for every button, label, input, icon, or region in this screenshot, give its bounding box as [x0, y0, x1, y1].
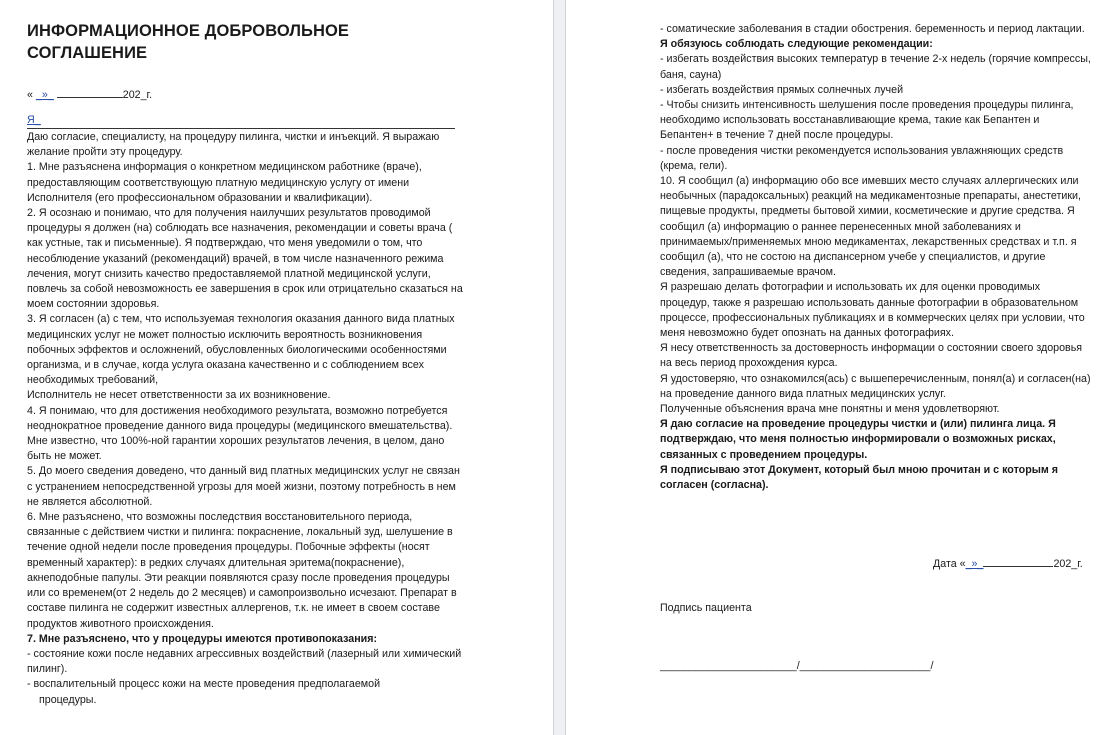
clause-3-continued: Исполнитель не несет ответственности за их возникновение. — [27, 389, 331, 402]
clause-2: 2. Я осознаю и понимаю, что для получения наилучших результатов проводимой процедуры я должен (на) соблюдать все назначения, рекомендации и советы врача ( как устные, так и письменные). Я подтверждаю, что меня уведомили о том, что несоблюдение указаний (рекомендаций) врачей, в том числе назначенного режима лечения, могут снизить качество предоставляемой платной медицинской услуги, повлечь за собой невозможность ее завершения в срок или отрицательно сказаться на моем состоянии здоровья. — [27, 207, 463, 311]
clause-4: 4. Я понимаю, что для достижения необходимого результата, возможно потребуется неоднократное проведение данного вида процедуры (медицинского вмешательства). Мне известно, что 100%-ной гарантии хороших результатов лечения, в целом, дано быть не может. — [27, 404, 453, 463]
clause-7-heading: 7. Мне разъяснено, что у процедуры имеются противопоказания: — [27, 632, 378, 645]
date-year: 202_г. — [122, 89, 153, 101]
signing-statement: Я подписываю этот Документ, который был мною прочитан и с которым я согласен (согласна). — [660, 463, 1058, 492]
photo-consent: Я разрешаю делать фотографии и использовать их для оценки проводимых процедур, также я разрешаю использовать данные фотографии в образовательном процессе, профессиональных публикациях и в коммерческих целях при условии, что меня невозможно будет опознать на данных фотографиях. — [660, 281, 1085, 340]
contraindication-item: - воспалительный процесс кожи на месте проведения предполагаемой — [27, 678, 381, 691]
clause-3: 3. Я согласен (а) с тем, что используемая технология оказания данного вида платных медицинских услуг не может полностью исключить вероятность возникновения побочных эффектов и осложнений, обусловленных биологическими особенностями организма, и в случае, когда услуга оказана качественно и с соблюдением всех необходимых требований, — [27, 313, 455, 387]
acknowledgement-statement: Я удостоверяю, что ознакомился(ась) с вышеперечисленным, понял(а) и согласен(на) на проведение данного вида платных медицинских услуг. — [660, 372, 1091, 400]
date-line — [27, 86, 463, 101]
recommendation-item: - избегать воздействия прямых солнечных лучей — [660, 83, 904, 96]
contraindication-item: - состояние кожи после недавних агрессивных воздействий (лазерный или химический — [27, 647, 462, 660]
page-2 — [566, 0, 1110, 735]
signature-field[interactable]: _______________________/______________________/ — [660, 660, 934, 672]
patient-name-prefix: Я_ — [27, 114, 41, 126]
recommendation-item: - после проведения чистки рекомендуется использования увлажняющих средств (крема, гели). — [660, 144, 1064, 172]
contraindication-continued: - соматические заболевания в стадии обострения. беременность и период лактации. — [660, 23, 1085, 35]
clause-5: 5. До моего сведения доведено, что данный вид платных медицинских услуг не связан с устранением непосредственной угрозы для моей жизни, поэтому потребность в нем не является абсолютной. — [27, 465, 460, 508]
page-gutter — [553, 0, 566, 735]
signature-date-label: Дата « — [933, 558, 966, 570]
contraindication-item: процедуры. — [39, 693, 97, 706]
final-consent: Я даю согласие на проведение процедуры чистки и (или) пилинга лица. Я подтверждаю, что меня полностью информировали о возможных рисках, связанных с проведением процедуры. — [660, 418, 1056, 461]
patient-name-line[interactable] — [27, 113, 455, 129]
contraindication-item: пилинг). — [27, 663, 68, 676]
signature-date-day-field[interactable]: _»_ — [965, 558, 984, 570]
clause-6: 6. Мне разъяснено, что возможны последствия восстановительного периода, связанные с действием чистки и пилинга: покраснение, локальный зуд, шелушение в течение одной недели после проведения процедуры. Побочные эффекты (носят временный характер): в редких случаях длительная эритема(покраснение), акнеподобные папулы. Эти реакции появляются сразу после проведения процедуры или со временем(от 2 недель до 2 месяцев) и самопроизвольно исчезают. Препарат в составе пилинга не содержит известных аллергенов, т.к. не имеет в своем составе продуктов животного происхождения. — [27, 511, 457, 630]
satisfaction-statement: Полученные объяснения врача мне понятны и меня удовлетворяют. — [660, 403, 1000, 416]
clause-1: 1. Мне разъяснена информация о конкретном медицинском работнике (враче), предоставляющим соответствующую платную медицинскую услугу от имени Исполнителя (его профессиональном образовании и квалификации). — [27, 161, 422, 204]
document-title: ИНФОРМАЦИОННОЕ ДОБРОВОЛЬНОЕ СОГЛАШЕНИЕ — [27, 22, 350, 62]
responsibility-statement: Я несу ответственность за достоверность информации о состоянии своего здоровья на весь период прохождения курса. — [660, 342, 1083, 370]
signature-date-year: 202_г. — [1053, 558, 1083, 570]
consent-intro: Даю согласие, специалисту, на процедуру пилинга, чистки и инъекций. Я выражаю желание пройти эту процедуру. — [27, 131, 440, 159]
date-day-field[interactable]: _»_ — [35, 89, 54, 101]
page-1-content — [27, 20, 463, 708]
recommendations-heading: Я обязуюсь соблюдать следующие рекомендации: — [660, 38, 933, 51]
page-2-content — [660, 22, 1092, 493]
date-open-quote: « — [27, 89, 33, 101]
signature-date-line — [933, 555, 1083, 570]
clause-10: 10. Я сообщил (а) информацию обо все имевших место случаях аллергических или необычных (парадоксальных) реакций на медикаментозные препараты, анестетики, пищевые продукты, предметы бытовой химии, косметические и другие средства. Я сообщил (а) информацию о раннее перенесенных мной заболеваниях и принимаемых/применяемых мною медикаментах, лекарственных средствах и т.п. я сообщил (а), что не состою на диспансерном учебе у специалистов, и другие сведения, запрашиваемые врачом. — [660, 175, 1081, 279]
signature-date-month-blank — [983, 555, 1053, 567]
page-1 — [0, 0, 553, 735]
date-month-blank — [57, 86, 123, 98]
recommendation-item: - избегать воздействия высоких температур в течение 2-х недель (горячие компрессы, баня, сауна) — [660, 53, 1091, 81]
recommendation-item: - Чтобы снизить интенсивность шелушения после проведения процедуры пилинга, необходимо использовать восстанавливающие крема, такие как Бепантен и Бепантен+ в течение 7 дней после процедуры. — [660, 99, 1074, 142]
signature-label: Подпись пациента — [660, 602, 752, 614]
